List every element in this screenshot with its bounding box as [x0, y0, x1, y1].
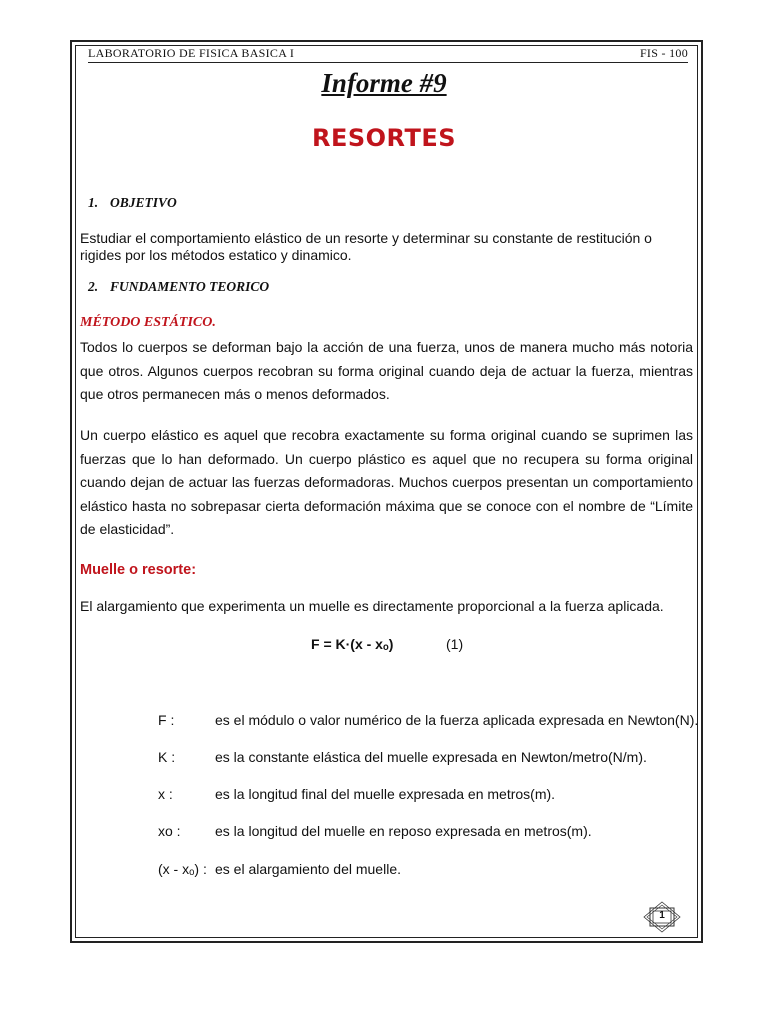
definition-row [0, 749, 768, 769]
paragraph-elastic: Un cuerpo elástico es aquel que recobra exactamente su forma original cuando se suprimen las fuerzas que lo han deformado. Un cuerpo plástico es aquel que no recupera su forma original cuando dejan de actuar las fuerzas deformadoras. Muchos cuerpos presentan un comportamiento elástico hasta no sobrepasar cierta deformación máxima que se conoce con el nombre de “Límite de elasticidad”. [80, 427, 693, 537]
page-header [88, 46, 688, 63]
report-title [0, 68, 768, 99]
page-number: 1 [659, 910, 665, 921]
section-number: 1. [88, 195, 99, 210]
paragraph-deformation: Todos lo cuerpos se deforman bajo la acción de una fuerza, unos de manera mucho más notoria que otros. Algunos cuerpos recobran su forma original cuando deja de actuar la fuerza, mientras que otros permanecen más o menos deformados. [80, 339, 693, 402]
definition-term: (x - xₒ) : [158, 861, 207, 877]
definition-description: es el alargamiento del muelle. [215, 861, 401, 877]
section-heading-fundamento [88, 279, 269, 295]
definition-term: x : [158, 786, 173, 802]
definition-term: xo : [158, 823, 181, 839]
objective-paragraph: Estudiar el comportamiento elástico de un resorte y determinar su constante de restitución o rigides por los métodos estatico y dinamico. [80, 230, 652, 263]
report-subtitle: RESORTES [311, 124, 456, 152]
section-heading-objective [88, 195, 177, 211]
muelle-paragraph: El alargamiento que experimenta un muelle es directamente proporcional a la fuerza aplicada. [80, 598, 664, 614]
definition-row [0, 786, 768, 806]
hooke-formula: F = K·(x - xₒ) [311, 636, 394, 652]
section-title: OBJETIVO [110, 195, 177, 210]
report-title-text: Informe #9 [321, 68, 447, 98]
definition-description: es la longitud final del muelle expresada en metros(m). [215, 786, 556, 802]
header-code: FIS - 100 [639, 46, 688, 60]
definition-term: K : [158, 749, 176, 765]
formula-number: (1) [446, 636, 464, 652]
definition-description: es la longitud del muelle en reposo expresada en metros(m). [215, 823, 592, 839]
definition-description: es la constante elástica del muelle expresada en Newton/metro(N/m). [215, 749, 647, 765]
metodo-estatico-heading: MÉTODO ESTÁTICO. [80, 315, 216, 330]
definition-description: es el módulo o valor numérico de la fuerza aplicada expresada en Newton(N). [215, 712, 699, 728]
section-title: FUNDAMENTO TEORICO [110, 279, 270, 294]
page-number-badge [642, 900, 682, 934]
muelle-heading: Muelle o resorte: [80, 562, 197, 578]
definition-term: F : [158, 712, 175, 728]
definition-row [0, 823, 768, 843]
definition-row [0, 712, 768, 732]
section-number: 2. [88, 279, 99, 294]
definition-row [0, 861, 768, 881]
header-course: LABORATORIO DE FISICA BASICA I [88, 46, 295, 60]
